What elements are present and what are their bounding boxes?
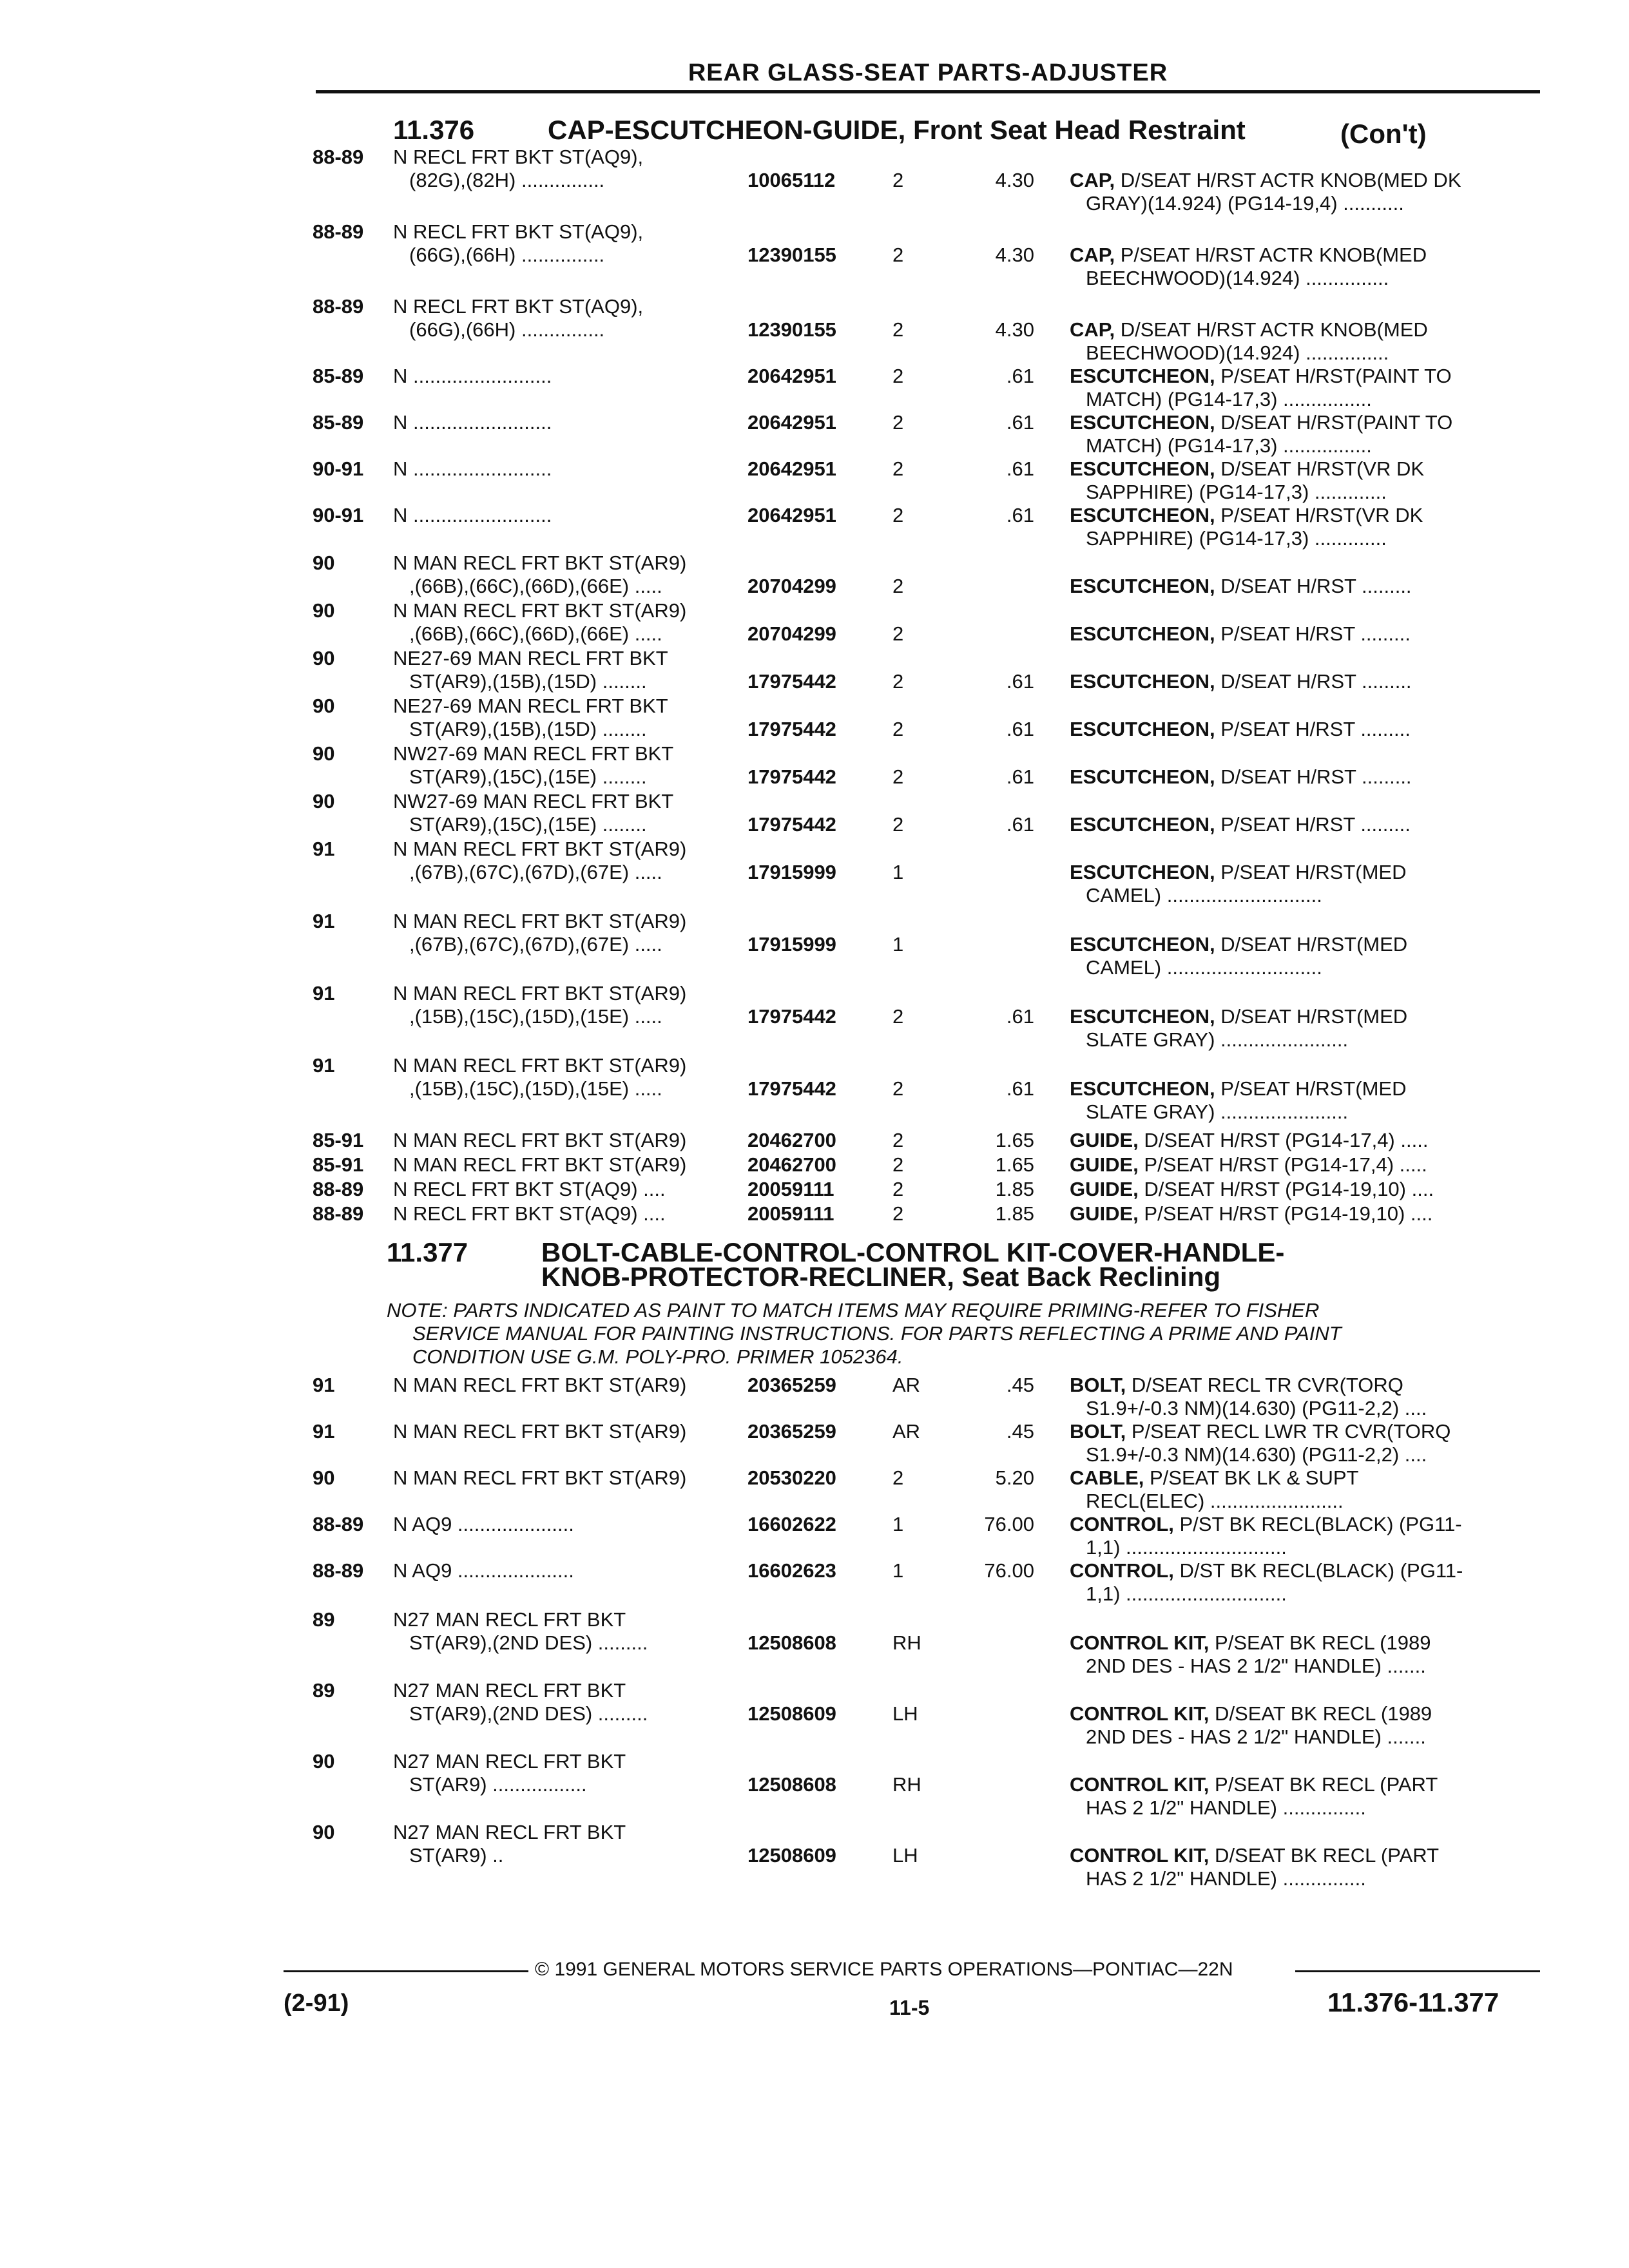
quantity: LH [892, 1844, 918, 1867]
part-name-keyword: CAP, [1070, 318, 1115, 341]
part-name-keyword: GUIDE, [1070, 1129, 1139, 1151]
part-number: 17975442 [747, 813, 836, 836]
part-name: ESCUTCHEON, D/SEAT H/RST(MED [1070, 933, 1408, 956]
price [938, 1702, 1034, 1725]
model-year: 91 [313, 910, 335, 932]
usage-description: N RECL FRT BKT ST(AQ9) .... [393, 1202, 666, 1225]
quantity: 2 [892, 1466, 904, 1489]
part-number: 12508609 [747, 1844, 836, 1867]
quantity: 2 [892, 411, 904, 434]
part-name: BOLT, D/SEAT RECL TR CVR(TORQ [1070, 1374, 1403, 1396]
quantity: 2 [892, 813, 904, 836]
quantity: 1 [892, 1559, 904, 1582]
part-name: ESCUTCHEON, P/SEAT H/RST(PAINT TO [1070, 365, 1452, 387]
usage-description-cont: ST(AR9),(15C),(15E) ........ [409, 813, 647, 836]
model-year: 85-91 [313, 1153, 364, 1176]
part-name: GUIDE, D/SEAT H/RST (PG14-17,4) ..... [1070, 1129, 1429, 1151]
usage-description-cont: ST(AR9),(15B),(15D) ........ [409, 670, 647, 693]
price: .61 [1006, 813, 1034, 836]
note-line: NOTE: PARTS INDICATED AS PAINT TO MATCH ITEMS MAY REQUIRE PRIMING-REFER TO FISHER [387, 1299, 1320, 1321]
part-name-keyword: GUIDE, [1070, 1153, 1139, 1176]
footer-section-range: 11.376-11.377 [1327, 1987, 1499, 2017]
part-name-keyword: ESCUTCHEON, [1070, 813, 1215, 836]
part-number: 20365259 [747, 1420, 836, 1443]
price [938, 575, 1034, 598]
footer-copyright: © 1991 GENERAL MOTORS SERVICE PARTS OPERATIONS—PONTIAC—22N [535, 1959, 1233, 1980]
price [938, 622, 1034, 646]
part-number: 20365259 [747, 1374, 836, 1396]
usage-description: N MAN RECL FRT BKT ST(AR9) [393, 1420, 687, 1443]
usage-description-cont: ,(67B),(67C),(67D),(67E) ..... [409, 861, 662, 883]
part-name-keyword: ESCUTCHEON, [1070, 765, 1215, 788]
part-name-cont: SLATE GRAY) ....................... [1086, 1100, 1349, 1123]
page-header-title: REAR GLASS-SEAT PARTS-ADJUSTER [688, 59, 1168, 86]
quantity: 2 [892, 365, 904, 387]
model-year: 90 [313, 695, 335, 717]
part-name: ESCUTCHEON, D/SEAT H/RST(PAINT TO [1070, 411, 1453, 434]
model-year: 88-89 [313, 295, 364, 318]
part-name-keyword: CONTROL KIT, [1070, 1702, 1210, 1725]
usage-description: N RECL FRT BKT ST(AQ9), [393, 295, 644, 318]
price: .61 [1006, 718, 1034, 740]
part-number: 12508609 [747, 1702, 836, 1725]
part-name-keyword: BOLT, [1070, 1374, 1126, 1396]
part-name-keyword: ESCUTCHEON, [1070, 670, 1215, 693]
note-line: CONDITION USE G.M. POLY-PRO. PRIMER 1052364. [412, 1345, 903, 1368]
part-name-keyword: CONTROL, [1070, 1513, 1174, 1535]
model-year: 88-89 [313, 1178, 364, 1200]
part-name: ESCUTCHEON, D/SEAT H/RST ......... [1070, 765, 1412, 788]
part-name-cont: GRAY)(14.924) (PG14-19,4) ........... [1086, 192, 1404, 215]
section-number: 11.376 [393, 115, 475, 145]
part-number: 17915999 [747, 861, 836, 883]
price [938, 861, 1034, 884]
usage-description: N MAN RECL FRT BKT ST(AR9) [393, 838, 687, 860]
model-year: 90 [313, 1466, 335, 1489]
usage-description: NW27-69 MAN RECL FRT BKT [393, 742, 674, 765]
price: .61 [1006, 670, 1034, 693]
footer-date: (2-91) [284, 1990, 349, 2017]
usage-description: N ......................... [393, 504, 552, 526]
model-year: 90 [313, 790, 335, 812]
model-year: 91 [313, 1420, 335, 1443]
quantity: LH [892, 1702, 918, 1725]
part-name-keyword: ESCUTCHEON, [1070, 457, 1215, 480]
part-name-cont: MATCH) (PG14-17,3) ................ [1086, 434, 1372, 457]
part-name: ESCUTCHEON, D/SEAT H/RST(VR DK [1070, 457, 1425, 480]
quantity: 1 [892, 1513, 904, 1535]
price [938, 1773, 1034, 1796]
part-name-cont: S1.9+/-0.3 NM)(14.630) (PG11-2,2) .... [1086, 1397, 1427, 1419]
part-name-keyword: CAP, [1070, 169, 1115, 191]
part-number: 20462700 [747, 1153, 836, 1176]
model-year: 90-91 [313, 457, 364, 480]
part-number: 20642951 [747, 411, 836, 434]
usage-description: NE27-69 MAN RECL FRT BKT [393, 647, 668, 669]
part-number: 20642951 [747, 504, 836, 526]
model-year: 88-89 [313, 1513, 364, 1535]
footer-page-number: 11-5 [889, 1996, 930, 2019]
part-name-cont: MATCH) (PG14-17,3) ................ [1086, 388, 1372, 410]
quantity: 2 [892, 670, 904, 693]
usage-description-cont: ST(AR9) .. [409, 1844, 504, 1867]
quantity: AR [892, 1420, 921, 1443]
price [938, 1631, 1034, 1655]
usage-description: N MAN RECL FRT BKT ST(AR9) [393, 1153, 687, 1176]
part-name-keyword: CONTROL, [1070, 1559, 1174, 1582]
quantity: 1 [892, 861, 904, 883]
part-number: 12508608 [747, 1773, 836, 1796]
part-number: 20642951 [747, 365, 836, 387]
usage-description: N ......................... [393, 411, 552, 434]
part-number: 17975442 [747, 765, 836, 788]
part-name-cont: S1.9+/-0.3 NM)(14.630) (PG11-2,2) .... [1086, 1443, 1427, 1466]
part-name-keyword: ESCUTCHEON, [1070, 718, 1215, 740]
model-year: 85-91 [313, 1129, 364, 1151]
part-name-keyword: ESCUTCHEON, [1070, 861, 1215, 883]
model-year: 88-89 [313, 220, 364, 243]
model-year: 91 [313, 838, 335, 860]
part-number: 20642951 [747, 457, 836, 480]
part-name: CONTROL KIT, P/SEAT BK RECL (PART [1070, 1773, 1438, 1796]
price: 1.65 [995, 1153, 1034, 1176]
usage-description: N ......................... [393, 365, 552, 387]
part-number: 20059111 [747, 1178, 834, 1200]
part-number: 17975442 [747, 670, 836, 693]
usage-description-cont: ST(AR9),(15C),(15E) ........ [409, 765, 647, 788]
part-name: CONTROL, D/ST BK RECL(BLACK) (PG11- [1070, 1559, 1463, 1582]
model-year: 88-89 [313, 146, 364, 168]
price: .61 [1006, 411, 1034, 434]
model-year: 88-89 [313, 1202, 364, 1225]
usage-description: N RECL FRT BKT ST(AQ9) .... [393, 1178, 666, 1200]
part-name-keyword: ESCUTCHEON, [1070, 622, 1215, 645]
part-name-keyword: CONTROL KIT, [1070, 1773, 1210, 1796]
quantity: 2 [892, 575, 904, 597]
model-year: 90-91 [313, 504, 364, 526]
part-name: ESCUTCHEON, P/SEAT H/RST ......... [1070, 622, 1411, 645]
part-number: 20704299 [747, 622, 836, 645]
usage-description-cont: ,(15B),(15C),(15D),(15E) ..... [409, 1005, 662, 1028]
model-year: 91 [313, 1374, 335, 1396]
part-name-keyword: BOLT, [1070, 1420, 1126, 1443]
price: .61 [1006, 1077, 1034, 1100]
usage-description-cont: (82G),(82H) ............... [409, 169, 605, 191]
price: 1.85 [995, 1178, 1034, 1200]
quantity: 2 [892, 1005, 904, 1028]
part-number: 12390155 [747, 318, 836, 341]
model-year: 90 [313, 742, 335, 765]
usage-description: N27 MAN RECL FRT BKT [393, 1750, 626, 1773]
usage-description: N MAN RECL FRT BKT ST(AR9) [393, 1374, 687, 1396]
model-year: 85-89 [313, 365, 364, 387]
model-year: 91 [313, 982, 335, 1004]
header-rule [316, 90, 1540, 93]
part-name: ESCUTCHEON, P/SEAT H/RST(VR DK [1070, 504, 1423, 526]
model-year: 90 [313, 647, 335, 669]
quantity: 2 [892, 1129, 904, 1151]
part-name: CAP, D/SEAT H/RST ACTR KNOB(MED [1070, 318, 1428, 341]
usage-description: NW27-69 MAN RECL FRT BKT [393, 790, 674, 812]
part-name-keyword: ESCUTCHEON, [1070, 504, 1215, 526]
usage-description: N AQ9 ..................... [393, 1559, 574, 1582]
part-name-keyword: GUIDE, [1070, 1178, 1139, 1200]
part-number: 20704299 [747, 575, 836, 597]
price: 4.30 [995, 169, 1034, 191]
quantity: 2 [892, 765, 904, 788]
part-name-keyword: ESCUTCHEON, [1070, 1005, 1215, 1028]
price: 5.20 [995, 1466, 1034, 1489]
part-name-keyword: CAP, [1070, 244, 1115, 266]
part-name: ESCUTCHEON, D/SEAT H/RST ......... [1070, 575, 1412, 597]
part-name: CAP, P/SEAT H/RST ACTR KNOB(MED [1070, 244, 1427, 266]
usage-description: N MAN RECL FRT BKT ST(AR9) [393, 599, 687, 622]
part-number: 16602622 [747, 1513, 836, 1535]
part-name: ESCUTCHEON, P/SEAT H/RST(MED [1070, 1077, 1407, 1100]
part-number: 17975442 [747, 718, 836, 740]
quantity: AR [892, 1374, 921, 1396]
section-title-line-1: BOLT-CABLE-CONTROL-CONTROL KIT-COVER-HANDLE- [541, 1237, 1285, 1267]
price: 4.30 [995, 318, 1034, 341]
usage-description-cont: ,(67B),(67C),(67D),(67E) ..... [409, 933, 662, 956]
part-name-keyword: ESCUTCHEON, [1070, 365, 1215, 387]
part-name-cont: BEECHWOOD)(14.924) ............... [1086, 341, 1389, 364]
usage-description: N27 MAN RECL FRT BKT [393, 1821, 626, 1843]
section-title-line-2: KNOB-PROTECTOR-RECLINER, Seat Back Reclining [541, 1262, 1221, 1292]
usage-description-cont: ,(66B),(66C),(66D),(66E) ..... [409, 575, 662, 597]
quantity: 2 [892, 622, 904, 645]
part-name-cont: HAS 2 1/2" HANDLE) ............... [1086, 1867, 1366, 1890]
part-number: 12508608 [747, 1631, 836, 1654]
quantity: 2 [892, 504, 904, 526]
part-name: GUIDE, P/SEAT H/RST (PG14-19,10) .... [1070, 1202, 1433, 1225]
usage-description: N RECL FRT BKT ST(AQ9), [393, 146, 644, 168]
quantity: RH [892, 1631, 921, 1654]
part-number: 17975442 [747, 1005, 836, 1028]
section-continued: (Con't) [1340, 119, 1427, 149]
part-name-cont: 2ND DES - HAS 2 1/2" HANDLE) ....... [1086, 1655, 1426, 1677]
price: 76.00 [984, 1513, 1034, 1535]
usage-description: N27 MAN RECL FRT BKT [393, 1679, 626, 1702]
part-name: CABLE, P/SEAT BK LK & SUPT [1070, 1466, 1359, 1489]
usage-description: N RECL FRT BKT ST(AQ9), [393, 220, 644, 243]
part-name-keyword: ESCUTCHEON, [1070, 933, 1215, 956]
part-name-cont: CAMEL) ............................ [1086, 884, 1322, 907]
usage-description-cont: ,(15B),(15C),(15D),(15E) ..... [409, 1077, 662, 1100]
model-year: 90 [313, 552, 335, 574]
usage-description: N MAN RECL FRT BKT ST(AR9) [393, 982, 687, 1004]
note-line: SERVICE MANUAL FOR PAINTING INSTRUCTIONS. FOR PARTS REFLECTING A PRIME AND PAINT [412, 1322, 1342, 1345]
part-name-cont: 1,1) ............................. [1086, 1536, 1287, 1559]
part-number: 10065112 [747, 169, 836, 191]
part-name-cont: SAPPHIRE) (PG14-17,3) ............. [1086, 481, 1387, 503]
quantity: 2 [892, 1202, 904, 1225]
part-name: ESCUTCHEON, D/SEAT H/RST(MED [1070, 1005, 1408, 1028]
model-year: 91 [313, 1054, 335, 1077]
price [938, 1844, 1034, 1867]
quantity: 1 [892, 933, 904, 956]
usage-description: N MAN RECL FRT BKT ST(AR9) [393, 1054, 687, 1077]
quantity: 2 [892, 1178, 904, 1200]
part-name: BOLT, P/SEAT RECL LWR TR CVR(TORQ [1070, 1420, 1451, 1443]
part-name-keyword: CONTROL KIT, [1070, 1844, 1210, 1867]
price: 1.85 [995, 1202, 1034, 1225]
usage-description-cont: ST(AR9),(15B),(15D) ........ [409, 718, 647, 740]
usage-description: N ......................... [393, 457, 552, 480]
model-year: 89 [313, 1608, 335, 1631]
part-name-cont: SAPPHIRE) (PG14-17,3) ............. [1086, 527, 1387, 550]
model-year: 90 [313, 599, 335, 622]
footer-rule-right [1295, 1970, 1540, 1972]
usage-description-cont: (66G),(66H) ............... [409, 244, 605, 266]
footer-rule-left [284, 1970, 528, 1972]
part-name-keyword: ESCUTCHEON, [1070, 1077, 1215, 1100]
price: .61 [1006, 504, 1034, 526]
section-number: 11.377 [387, 1237, 468, 1267]
price: .45 [1006, 1420, 1034, 1443]
part-name-keyword: CONTROL KIT, [1070, 1631, 1210, 1654]
part-name: CONTROL KIT, D/SEAT BK RECL (1989 [1070, 1702, 1432, 1725]
part-name-cont: 2ND DES - HAS 2 1/2" HANDLE) ....... [1086, 1725, 1426, 1748]
part-name: ESCUTCHEON, P/SEAT H/RST(MED [1070, 861, 1407, 883]
price: .61 [1006, 457, 1034, 480]
quantity: 2 [892, 169, 904, 191]
part-name-keyword: CABLE, [1070, 1466, 1144, 1489]
part-name: GUIDE, D/SEAT H/RST (PG14-19,10) .... [1070, 1178, 1434, 1200]
price: .61 [1006, 1005, 1034, 1028]
part-name-keyword: ESCUTCHEON, [1070, 411, 1215, 434]
section-title: CAP-ESCUTCHEON-GUIDE, Front Seat Head Restraint [548, 115, 1246, 145]
price: 1.65 [995, 1129, 1034, 1151]
model-year: 90 [313, 1750, 335, 1773]
usage-description: N MAN RECL FRT BKT ST(AR9) [393, 910, 687, 932]
part-name: ESCUTCHEON, P/SEAT H/RST ......... [1070, 718, 1411, 740]
part-name-cont: BEECHWOOD)(14.924) ............... [1086, 267, 1389, 289]
price: .45 [1006, 1374, 1034, 1396]
price [938, 933, 1034, 956]
part-name: CAP, D/SEAT H/RST ACTR KNOB(MED DK [1070, 169, 1461, 191]
price: 4.30 [995, 244, 1034, 266]
usage-description: N MAN RECL FRT BKT ST(AR9) [393, 1466, 687, 1489]
part-name: CONTROL KIT, P/SEAT BK RECL (1989 [1070, 1631, 1431, 1654]
price: 76.00 [984, 1559, 1034, 1582]
part-name: CONTROL, P/ST BK RECL(BLACK) (PG11- [1070, 1513, 1462, 1535]
part-number: 20462700 [747, 1129, 836, 1151]
usage-description-cont: ST(AR9) ................. [409, 1773, 587, 1796]
model-year: 85-89 [313, 411, 364, 434]
quantity: 2 [892, 457, 904, 480]
usage-description-cont: ,(66B),(66C),(66D),(66E) ..... [409, 622, 662, 645]
usage-description: N27 MAN RECL FRT BKT [393, 1608, 626, 1631]
part-name: ESCUTCHEON, P/SEAT H/RST ......... [1070, 813, 1411, 836]
usage-description-cont: (66G),(66H) ............... [409, 318, 605, 341]
usage-description: NE27-69 MAN RECL FRT BKT [393, 695, 668, 717]
quantity: 2 [892, 1077, 904, 1100]
part-name-cont: SLATE GRAY) ....................... [1086, 1028, 1349, 1051]
price: .61 [1006, 765, 1034, 788]
part-number: 16602623 [747, 1559, 836, 1582]
part-name-keyword: ESCUTCHEON, [1070, 575, 1215, 597]
part-name: ESCUTCHEON, D/SEAT H/RST ......... [1070, 670, 1412, 693]
quantity: 2 [892, 244, 904, 266]
part-name: GUIDE, P/SEAT H/RST (PG14-17,4) ..... [1070, 1153, 1427, 1176]
model-year: 90 [313, 1821, 335, 1843]
part-name-cont: HAS 2 1/2" HANDLE) ............... [1086, 1796, 1366, 1819]
price: .61 [1006, 365, 1034, 387]
quantity: 2 [892, 718, 904, 740]
part-name: CONTROL KIT, D/SEAT BK RECL (PART [1070, 1844, 1440, 1867]
part-name-cont: RECL(ELEC) ........................ [1086, 1490, 1344, 1512]
part-number: 20530220 [747, 1466, 836, 1489]
part-name-cont: 1,1) ............................. [1086, 1582, 1287, 1605]
quantity: RH [892, 1773, 921, 1796]
quantity: 2 [892, 318, 904, 341]
usage-description: N MAN RECL FRT BKT ST(AR9) [393, 1129, 687, 1151]
quantity: 2 [892, 1153, 904, 1176]
usage-description-cont: ST(AR9),(2ND DES) ......... [409, 1631, 648, 1654]
part-name-cont: CAMEL) ............................ [1086, 956, 1322, 979]
usage-description: N AQ9 ..................... [393, 1513, 574, 1535]
part-number: 20059111 [747, 1202, 834, 1225]
model-year: 88-89 [313, 1559, 364, 1582]
part-number: 17975442 [747, 1077, 836, 1100]
model-year: 89 [313, 1679, 335, 1702]
usage-description: N MAN RECL FRT BKT ST(AR9) [393, 552, 687, 574]
part-name-keyword: GUIDE, [1070, 1202, 1139, 1225]
part-number: 17915999 [747, 933, 836, 956]
usage-description-cont: ST(AR9),(2ND DES) ......... [409, 1702, 648, 1725]
part-number: 12390155 [747, 244, 836, 266]
